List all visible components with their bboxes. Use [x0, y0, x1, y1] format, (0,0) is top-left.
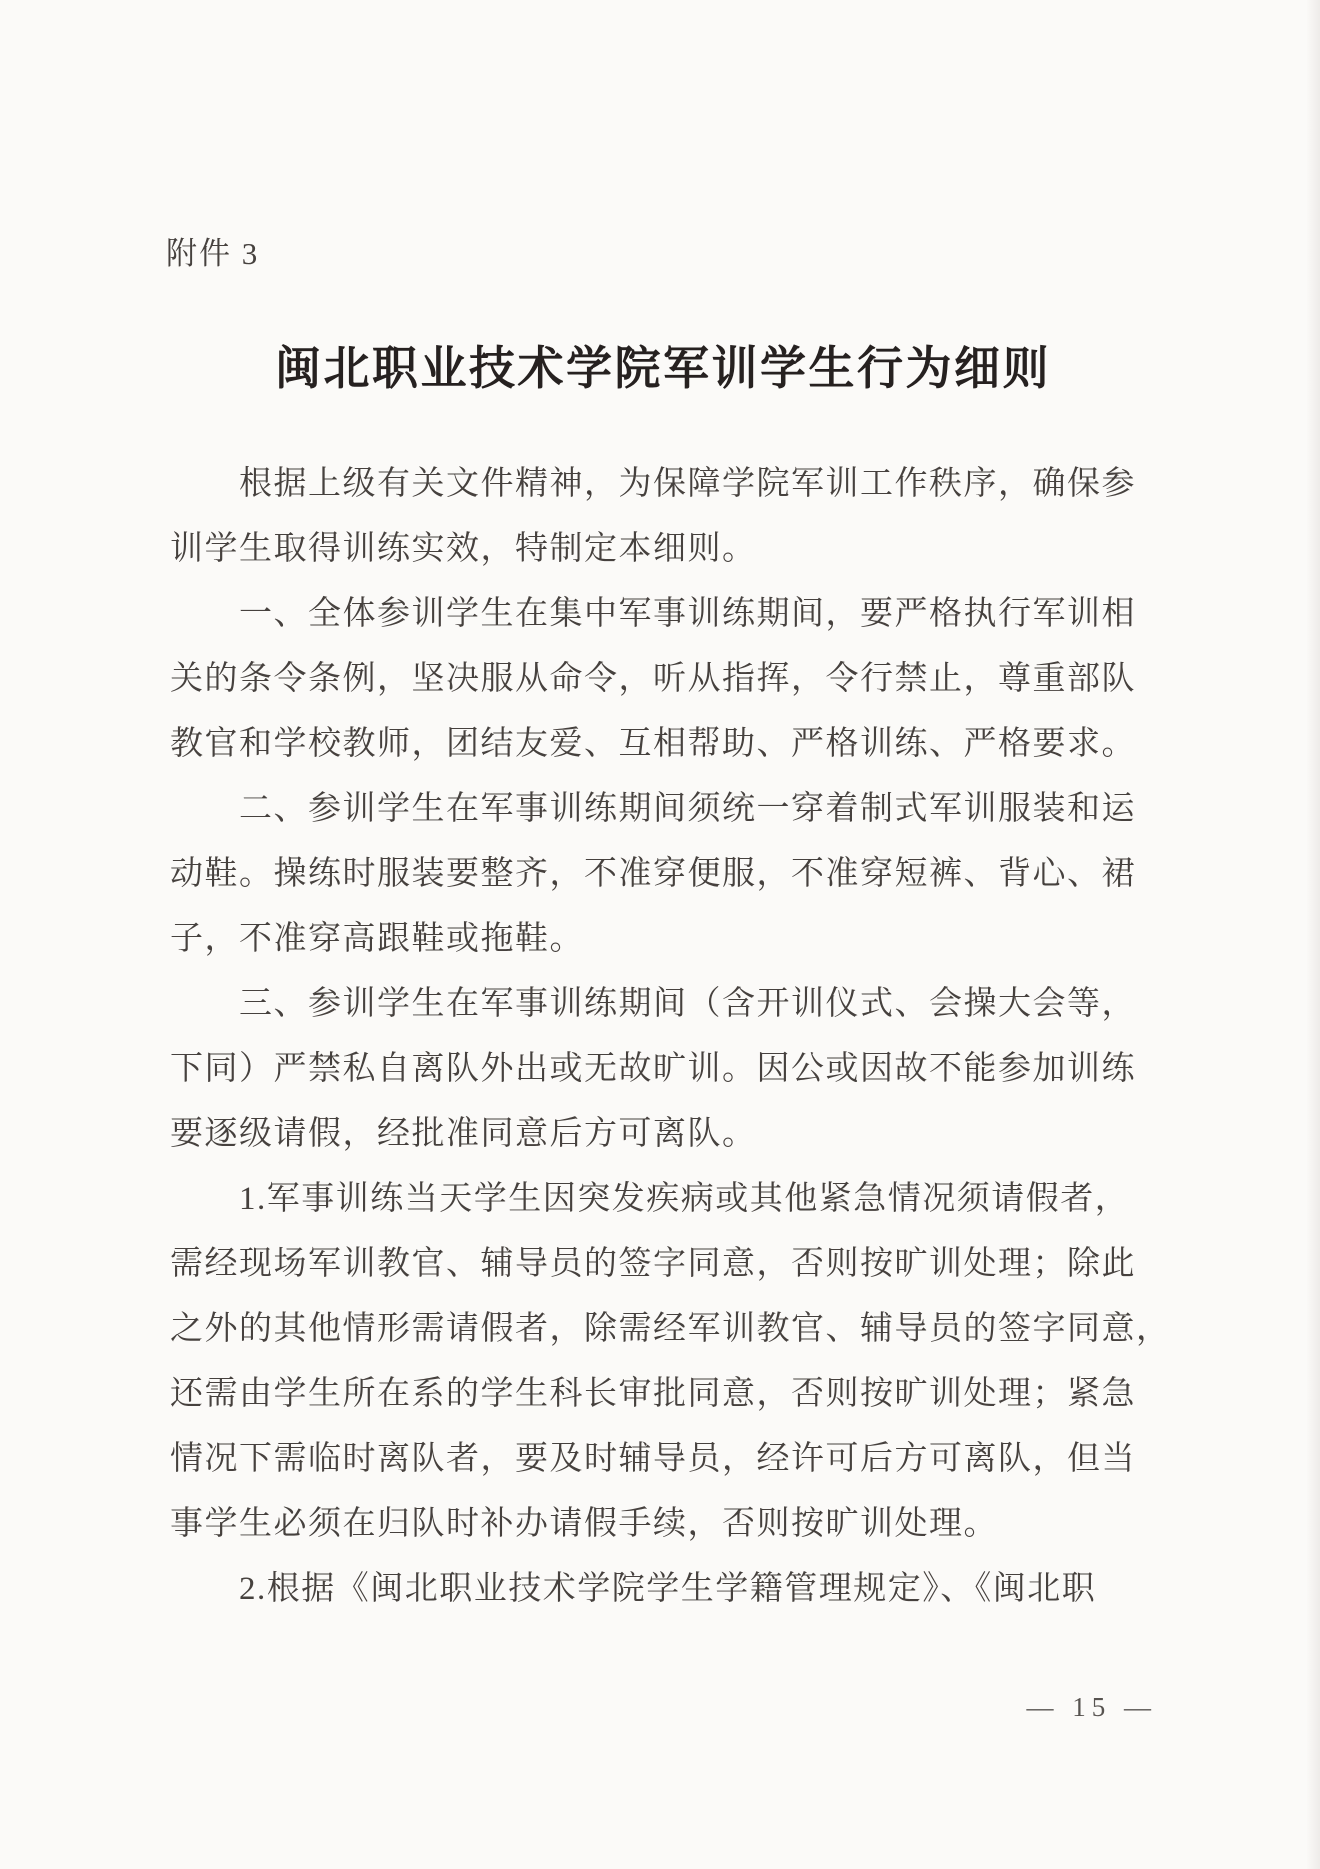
page-number: — 15 —	[1026, 1692, 1157, 1722]
body-line: 下同）严禁私自离队外出或无故旷训。因公或因故不能参加训练	[170, 1051, 1136, 1087]
body-line: 要逐级请假，经批准同意后方可离队。	[170, 1116, 757, 1152]
body-line: 训学生取得训练实效，特制定本细则。	[170, 531, 757, 567]
body-line: 根据上级有关文件精神，为保障学院军训工作秩序，确保参	[239, 466, 1136, 502]
body-line: 子，不准穿高跟鞋或拖鞋。	[170, 921, 584, 957]
body-line: 教官和学校教师，团结友爱、互相帮助、严格训练、严格要求。	[170, 726, 1136, 762]
body-line: 2.根据《闽北职业技术学院学生学籍管理规定》、《闽北职	[239, 1571, 1097, 1607]
body-line: 一、全体参训学生在集中军事训练期间，要严格执行军训相	[239, 596, 1136, 632]
body-line: 需经现场军训教官、辅导员的签字同意，否则按旷训处理；除此	[170, 1246, 1136, 1282]
body-line: 动鞋。操练时服装要整齐，不准穿便服，不准穿短裤、背心、裙	[170, 856, 1136, 892]
body-line: 还需由学生所在系的学生科长审批同意，否则按旷训处理；紧急	[170, 1376, 1136, 1412]
body-line: 1.军事训练当天学生因突发疾病或其他紧急情况须请假者，	[239, 1181, 1130, 1217]
body-line: 三、参训学生在军事训练期间（含开训仪式、会操大会等，	[239, 986, 1136, 1022]
attachment-label: 附件 3	[166, 236, 260, 271]
document-title: 闽北职业技术学院军训学生行为细则	[275, 343, 1051, 394]
body-line: 之外的其他情形需请假者，除需经军训教官、辅导员的签字同意，	[170, 1311, 1171, 1347]
body-line: 事学生必须在归队时补办请假手续，否则按旷训处理。	[170, 1506, 998, 1542]
body-line: 关的条令条例，坚决服从命令，听从指挥，令行禁止，尊重部队	[170, 661, 1136, 697]
body-line: 情况下需临时离队者，要及时辅导员，经许可后方可离队，但当	[170, 1441, 1136, 1477]
body-line: 二、参训学生在军事训练期间须统一穿着制式军训服装和运	[239, 791, 1136, 827]
document-body	[170, 452, 1170, 1622]
